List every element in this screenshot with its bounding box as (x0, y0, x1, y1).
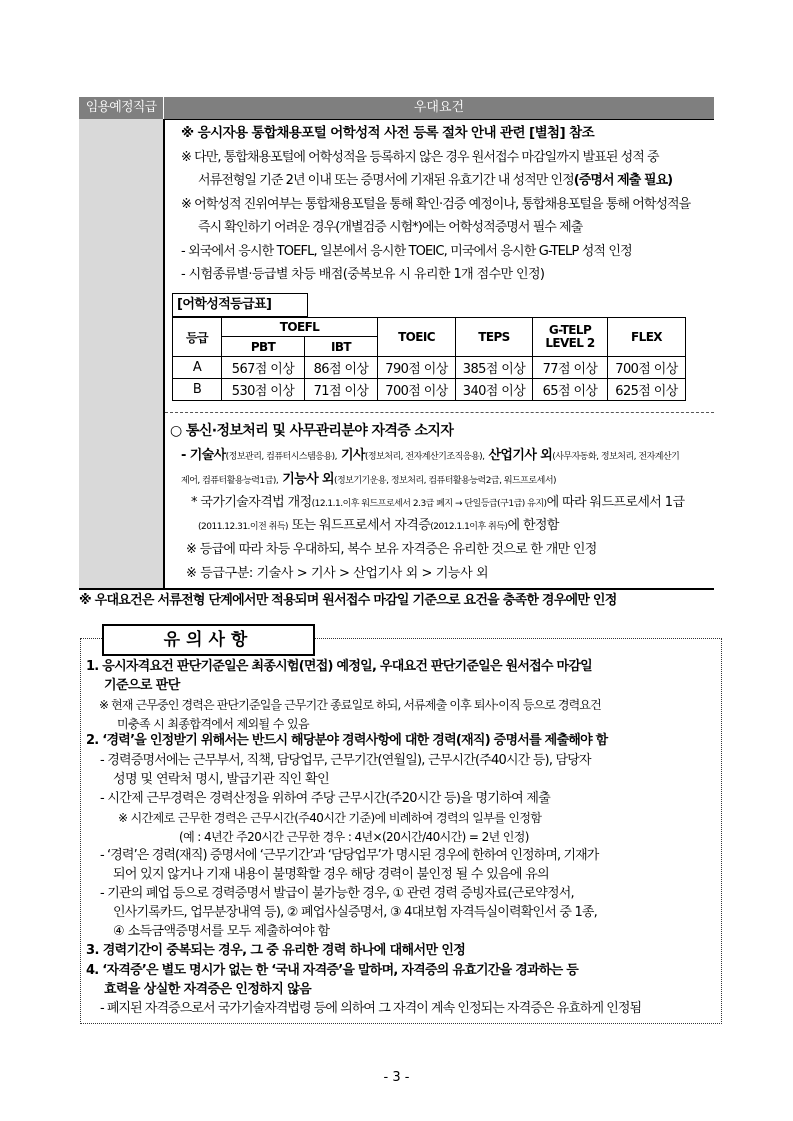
lang-note-3 (198, 173, 672, 189)
page-number: - 3 - (383, 1070, 410, 1085)
cert-industrial-fields: (사무자동화, 정보처리, 전자계산기 (552, 452, 680, 462)
notice-item-2c: - 시간제 근무경력은 경력산정을 위하여 주당 근무시간(주20시간 등)을 명기하여 제출 (100, 791, 551, 806)
preference-footnote: ※ 우대요건은 서류전형 단계에서만 적용되며 원서접수 마감일 기준으로 요건을 충족한 경우에만 인정 (79, 593, 617, 608)
notice-item-2f: - ‘경력’은 경력(재직) 증명서에 ‘근무기간’과 ‘담당업무’가 명시된 경우에 한하여 인정하며, 기재가 (100, 848, 599, 863)
notice-item-2e: (예 : 4년간 주20시간 근무한 경우 : 4년×(20시간/40시간) = 2년 인정) (179, 830, 529, 844)
notice-item-2i: 인사기록카드, 업무분장내역 등), ② 폐업사실증명서, ③ 4대보험 자격득실이력확인서 중 1종, (113, 905, 598, 920)
notice-item-1-note-cont: 미충족 시 최종합격에서 제외될 수 있음 (117, 717, 309, 731)
cert-date-2: (2012.1.1이후 취득) (430, 522, 508, 532)
header-position-grade: 임용예정직급 (79, 97, 164, 119)
notice-item-1-note: ※ 현재 근무중인 경력은 판단기준일을 근무기간 종료일로 하되, 서류제출 이후 퇴사·이직 등으로 경력요건 (99, 698, 601, 712)
cert-technician: 기사 (337, 448, 365, 463)
notice-item-2j: ④ 소득금액증명서를 모두 제출하여야 함 (113, 924, 330, 939)
cert-line-6: ※ 등급구분: 기술사 > 기사 > 산업기사 외 > 기능사 외 (186, 566, 489, 581)
position-grade-cell (79, 119, 163, 589)
notice-item-1: 1. 응시자격요건 판단기준일은 최종시험(면접) 예정일, 우대요건 판단기준일은 원서접수 마감일 (86, 659, 592, 674)
gtelp-header (533, 318, 608, 357)
pbt-cell: 530점 이상 (222, 379, 305, 401)
notice-item-2: 2. ‘경력’을 인정받기 위해서는 반드시 해당분야 경력사항에 대한 경력(재직) 증명서를 제출해야 함 (86, 733, 608, 748)
notice-title: 유의사항 (102, 624, 315, 656)
teps-header: TEPS (456, 318, 533, 357)
ibt-cell: 71점 이상 (305, 379, 378, 401)
notice-item-4-cont: 효력을 상실한 자격증은 인정하지 않음 (104, 982, 312, 997)
table-row (173, 357, 686, 379)
table-rule-top (79, 119, 714, 120)
cert-line-2 (181, 472, 556, 489)
lang-note-2: ※ 다만, 통합채용포털에 어학성적을 등록하지 않은 경우 원서접수 마감일까지 발표된 성적 중 (181, 150, 659, 165)
cert-limit-text: 에 한정함 (507, 518, 559, 533)
column-divider (163, 119, 165, 589)
lang-note-5: 즉시 확인하기 어려운 경우(개별검증 시험*)에는 어학성적증명서 필수 제출 (198, 220, 583, 235)
toeic-cell: 700점 이상 (378, 379, 456, 401)
table-rule-bottom (79, 588, 714, 590)
gtelp-header-line2: LEVEL 2 (545, 336, 595, 350)
cert-title: ○ 통신·정보처리 및 사무관리분야 자격증 소지자 (170, 423, 454, 439)
cert-line-5: ※ 등급에 따라 차등 우대하되, 복수 보유 자격증은 유리한 것으로 한 개만 인정 (186, 542, 597, 557)
toeic-cell: 790점 이상 (378, 357, 456, 379)
cert-engineer: - 기술사 (181, 448, 226, 463)
cert-date-1: (2011.12.31.이전 취득) (198, 522, 289, 532)
cert-law-detail: (12.1.1.이후 워드프로세서 2.3급 폐지 → 단일등급(구1급) 유지) (311, 499, 547, 509)
notice-item-2a: - 경력증명서에는 근무부서, 직책, 담당업무, 근무기간(연월일), 근무시간(주40시간 등), 담당자 (100, 753, 591, 768)
notice-item-4: 4. ‘자격증’은 별도 명시가 없는 한 ‘국내 자격증’을 말하며, 자격증의 유효기간을 경과하는 등 (86, 963, 579, 978)
flex-header: FLEX (608, 318, 686, 357)
grade-table-title: [어학성적등급표] (172, 293, 308, 317)
cert-engineer-fields: (정보관리, 컴퓨터시스템응용), (225, 452, 338, 462)
grade-cell: B (173, 379, 222, 401)
lang-note-6: - 외국에서 응시한 TOEFL, 일본에서 응시한 TOEIC, 미국에서 응시한 G-TELP 성적 인정 (181, 244, 632, 259)
notice-item-1-cont: 기준으로 판단 (104, 678, 180, 693)
lang-note-3-bold: (증명서 제출 필요) (573, 173, 673, 188)
toeic-header: TOEIC (378, 318, 456, 357)
lang-note-7: - 시험종류별·등급별 차등 배점(중복보유 시 유리한 1개 점수만 인정) (181, 267, 545, 282)
ibt-cell: 86점 이상 (305, 357, 378, 379)
pbt-cell: 567점 이상 (222, 357, 305, 379)
lang-note-1: ※ 응시자용 통합채용포털 어학성적 사전 등록 절차 안내 관련 [별첨] 참조 (181, 125, 595, 141)
cert-line-4 (198, 518, 559, 535)
flex-cell: 625점 이상 (608, 379, 686, 401)
cert-line-3 (191, 495, 684, 512)
grade-table (172, 317, 686, 401)
cert-industrial: 산업기사 외 (484, 448, 553, 463)
gtelp-cell: 65점 이상 (533, 379, 608, 401)
flex-cell: 700점 이상 (608, 357, 686, 379)
notice-item-4-note: - 폐지된 자격증으로서 국가기술자격법령 등에 의하여 그 자격이 계속 인정되는 자격증은 유효하게 인정됨 (100, 1001, 642, 1016)
teps-cell: 385점 이상 (456, 357, 533, 379)
cert-technician-fields: (정보처리, 전자계산기조직응용), (364, 452, 485, 462)
lang-note-3-text: 서류전형일 기준 2년 이내 또는 증명서에 기재된 유효기간 내 성적만 인정 (198, 173, 574, 188)
cert-line-1 (181, 448, 679, 465)
notice-item-2d: ※ 시간제로 근무한 경력은 근무시간(주40시간 기준)에 비례하여 경력의 일부를 인정함 (118, 811, 542, 825)
gtelp-cell: 77점 이상 (533, 357, 608, 379)
toefl-header: TOEFL (222, 318, 378, 337)
notice-item-2b: 성명 및 연락처 명시, 발급기관 직인 확인 (113, 772, 330, 787)
grade-cell: A (173, 357, 222, 379)
table-row (173, 379, 686, 401)
cert-craftsman: 기능사 외 (278, 472, 334, 487)
pbt-header: PBT (222, 337, 305, 357)
teps-cell: 340점 이상 (456, 379, 533, 401)
notice-item-3: 3. 경력기간이 중복되는 경우, 그 중 유리한 경력 하나에 대해서만 인정 (86, 943, 466, 958)
lang-note-4: ※ 어학성적 진위여부는 통합채용포털을 통해 확인·검증 예정이나, 통합채용포털을 통해 어학성적을 (181, 197, 691, 212)
grade-header: 등급 (173, 318, 222, 357)
notice-item-2g: 되어 있지 않거나 기재 내용이 불명확할 경우 해당 경력이 불인정 될 수 있음에 유의 (113, 867, 549, 882)
gtelp-header-line1: G-TELP (548, 323, 592, 337)
section-divider (165, 412, 714, 413)
cert-law-note: * 국가기술자격법 개정 (191, 495, 312, 510)
cert-or-text: 또는 워드프로세서 자격증 (288, 518, 431, 533)
cert-industrial-fields-cont: 제어, 컴퓨터활용능력1급), (181, 476, 279, 486)
cert-craftsman-fields: (정보기기운용, 정보처리, 컴퓨터활용능력2급, 워드프로세서) (333, 476, 557, 486)
cert-law-note-cont: 에 따라 워드프로세서 1급 (546, 495, 685, 510)
notice-item-2h: - 기관의 폐업 등으로 경력증명서 발급이 불가능한 경우, ① 관련 경력 증빙자료(근로약정서, (100, 886, 574, 901)
header-preference: 우대요건 (164, 97, 714, 119)
ibt-header: IBT (305, 337, 378, 357)
